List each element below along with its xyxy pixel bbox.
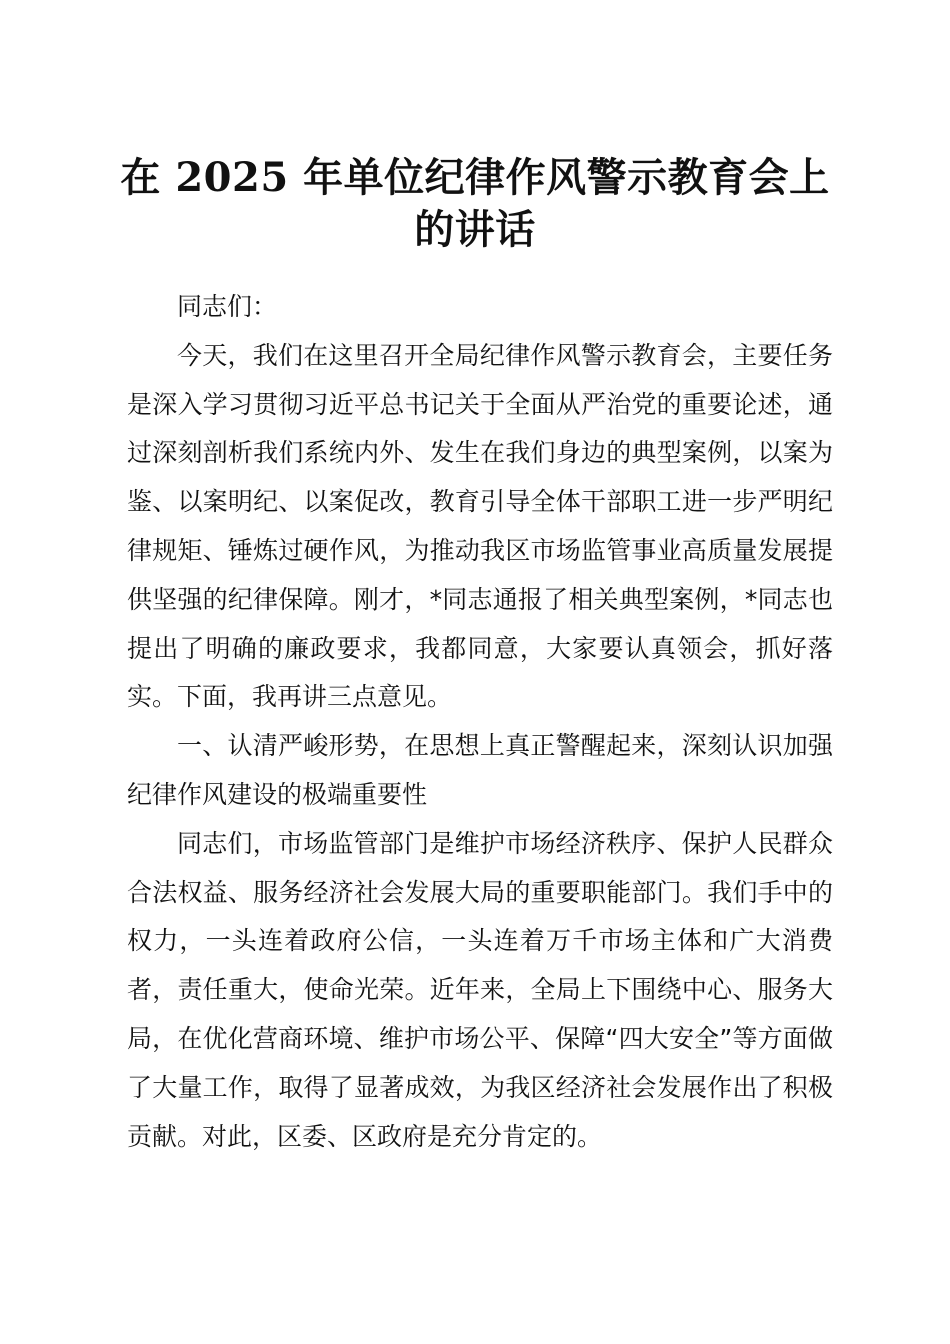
- section-heading-1: 一、认清严峻形势，在思想上真正警醒起来，深刻认识加强纪律作风建设的极端重要性: [127, 731, 833, 809]
- document-title: 在 2025 年单位纪律作风警示教育会上的讲话: [120, 154, 830, 253]
- document-body: [127, 283, 833, 1161]
- greeting: 同志们：: [177, 292, 278, 321]
- paragraph-intro: 今天，我们在这里召开全局纪律作风警示教育会，主要任务是深入学习贯彻习近平总书记关于全面从严治党的重要论述，通过深刻剖析我们系统内外、发生在我们身边的典型案例，以案为鉴、以案明纪、以案促改，教育引导全体干部职工进一步严明纪律规矩、锤炼过硬作风，为推动我区市场监管事业高质量发展提供坚强的纪律保障。刚才，*同志通报了相关典型案例，*同志也提出了明确的廉政要求，我都同意，大家要认真领会，抓好落实。下面，我再讲三点意见。: [127, 340, 833, 712]
- paragraph-section-1: 同志们，市场监管部门是维护市场经济秩序、保护人民群众合法权益、服务经济社会发展大局的重要职能部门。我们手中的权力，一头连着政府公信，一头连着万千市场主体和广大消费者，责任重大，使命光荣。近年来，全局上下围绕中心、服务大局，在优化营商环境、维护市场公平、保障“四大安全”等方面做了大量工作，取得了显著成效，为我区经济社会发展作出了积极贡献。对此，区委、区政府是充分肯定的。: [127, 828, 833, 1151]
